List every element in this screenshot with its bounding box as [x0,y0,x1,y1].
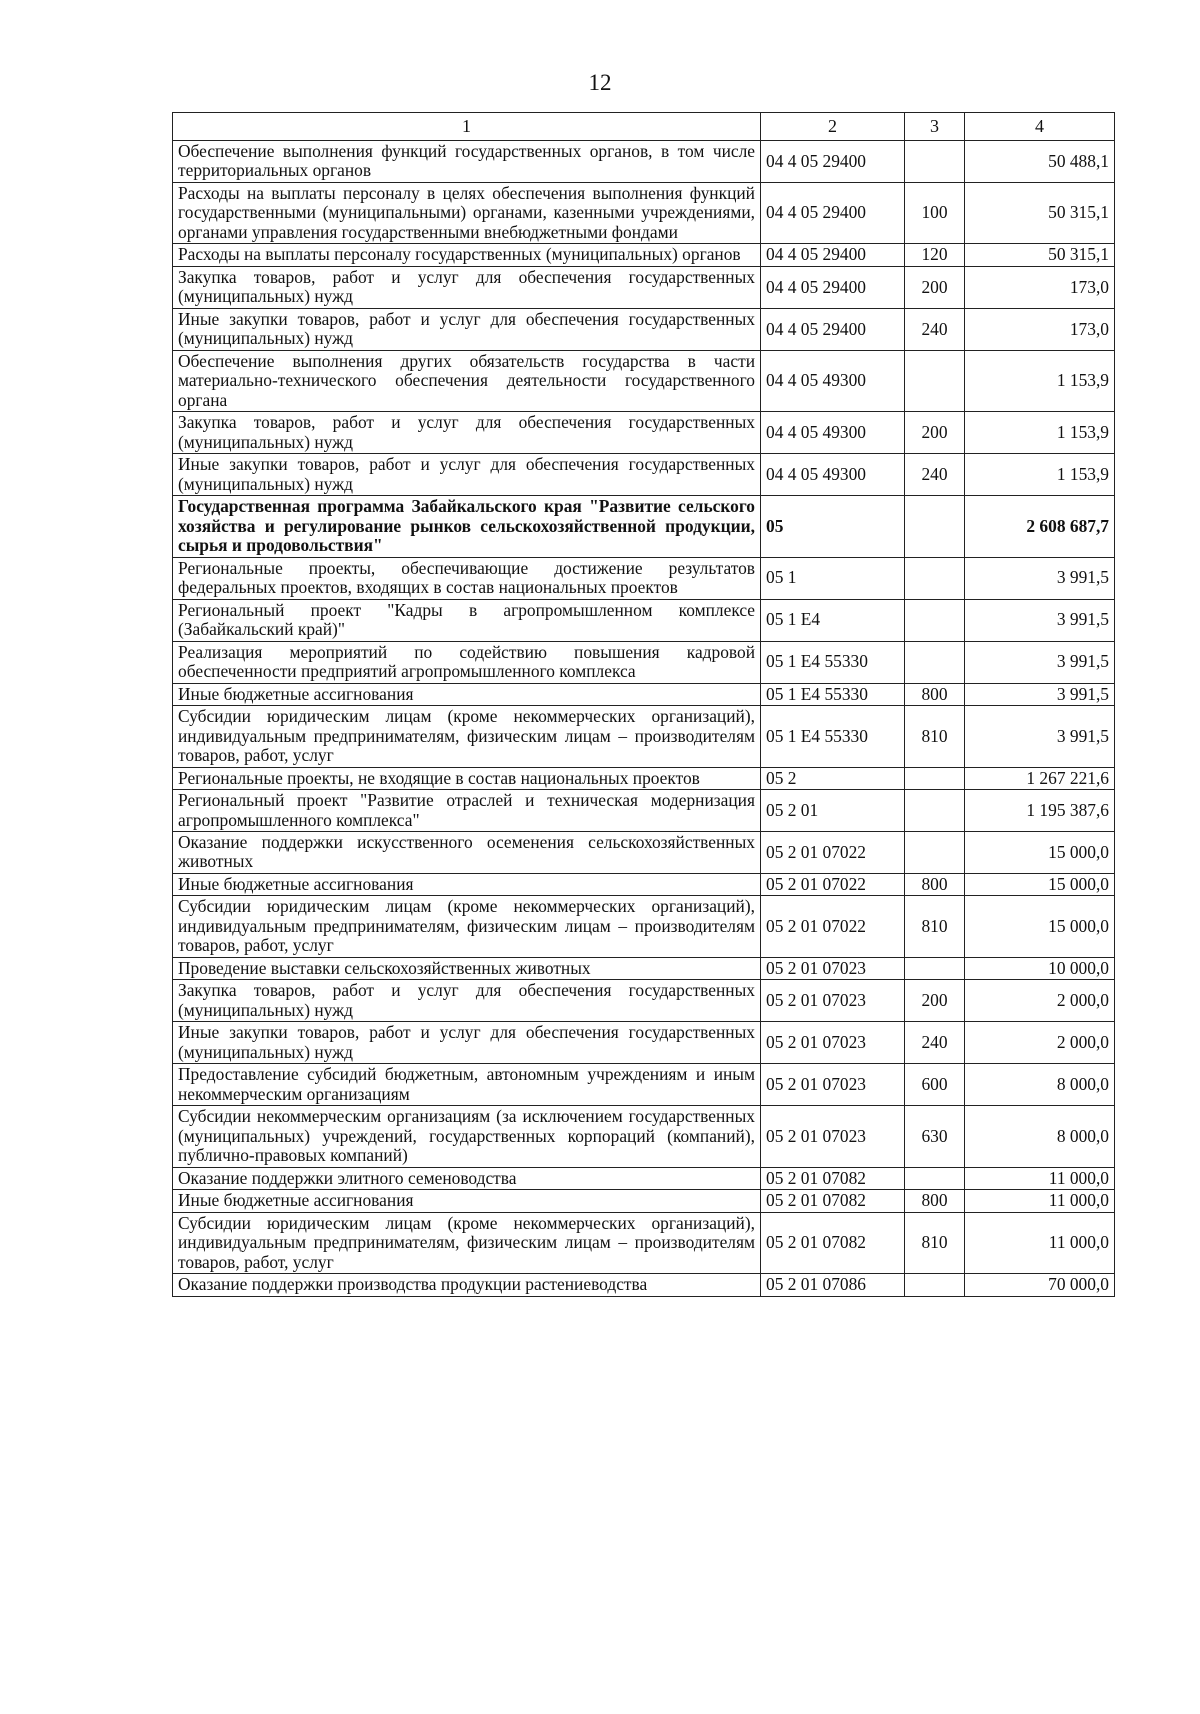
row-amount: 2 608 687,7 [965,496,1115,557]
row-description: Субсидии юридическим лицам (кроме некоммерческих организаций), индивидуальным предпринимателям, физическим лицам – производителям товаров, работ, услуг [173,896,761,957]
row-amount: 3 991,5 [965,683,1115,705]
row-code: 04 4 05 49300 [761,350,905,411]
row-amount: 1 153,9 [965,412,1115,454]
row-amount: 70 000,0 [965,1274,1115,1296]
row-expense-type [905,1274,965,1296]
row-code: 05 2 01 07023 [761,957,905,979]
row-description: Субсидии юридическим лицам (кроме некоммерческих организаций), индивидуальным предпринимателям, физическим лицам – производителям товаров, работ, услуг [173,1212,761,1273]
row-description: Региональный проект "Развитие отраслей и техническая модернизация агропромышленного комплекса" [173,790,761,832]
row-amount: 11 000,0 [965,1190,1115,1212]
table-row [173,706,1115,767]
table-row [173,1212,1115,1273]
table-row [173,683,1115,705]
table-row [173,1022,1115,1064]
row-amount: 3 991,5 [965,641,1115,683]
row-code: 04 4 05 29400 [761,141,905,183]
table-row [173,1064,1115,1106]
table-row [173,182,1115,243]
row-amount: 8 000,0 [965,1064,1115,1106]
table-row [173,599,1115,641]
row-description: Обеспечение выполнения других обязательств государства в части материально-технического обеспечения деятельности государственного органа [173,350,761,411]
row-expense-type [905,141,965,183]
row-code: 05 1 Е4 55330 [761,706,905,767]
table-row [173,980,1115,1022]
row-expense-type [905,496,965,557]
row-amount: 15 000,0 [965,873,1115,895]
row-amount: 50 488,1 [965,141,1115,183]
row-expense-type: 120 [905,244,965,266]
row-code: 05 1 [761,557,905,599]
row-expense-type [905,641,965,683]
row-description: Региональный проект "Кадры в агропромышленном комплексе (Забайкальский край)" [173,599,761,641]
row-amount: 1 153,9 [965,454,1115,496]
row-amount: 15 000,0 [965,896,1115,957]
table-row [173,141,1115,183]
row-description: Субсидии некоммерческим организациям (за исключением государственных (муниципальных) учреждений, государственных корпораций (компаний), публично-правовых компаний) [173,1106,761,1167]
row-amount: 1 195 387,6 [965,790,1115,832]
row-expense-type: 800 [905,1190,965,1212]
column-header: 4 [965,113,1115,141]
row-expense-type: 200 [905,266,965,308]
row-code: 05 2 01 07023 [761,1022,905,1064]
table-row [173,308,1115,350]
row-description: Оказание поддержки производства продукции растениеводства [173,1274,761,1296]
table-row [173,350,1115,411]
budget-table [172,112,1115,1297]
row-description: Иные бюджетные ассигнования [173,1190,761,1212]
row-code: 05 2 01 07023 [761,1064,905,1106]
row-amount: 2 000,0 [965,980,1115,1022]
table-row [173,1167,1115,1189]
row-amount: 1 153,9 [965,350,1115,411]
row-description: Предоставление субсидий бюджетным, автономным учреждениям и иным некоммерческим организациям [173,1064,761,1106]
row-code: 05 2 01 07022 [761,831,905,873]
table-row [173,790,1115,832]
row-code: 05 2 01 07082 [761,1167,905,1189]
row-description: Субсидии юридическим лицам (кроме некоммерческих организаций), индивидуальным предпринимателям, физическим лицам – производителям товаров, работ, услуг [173,706,761,767]
row-expense-type: 810 [905,896,965,957]
table-row [173,496,1115,557]
table-row [173,1190,1115,1212]
table-row [173,1274,1115,1296]
row-description: Региональные проекты, обеспечивающие достижение результатов федеральных проектов, входящих в состав национальных проектов [173,557,761,599]
row-expense-type: 240 [905,1022,965,1064]
row-code: 05 1 Е4 55330 [761,641,905,683]
row-description: Закупка товаров, работ и услуг для обеспечения государственных (муниципальных) нужд [173,266,761,308]
row-expense-type [905,957,965,979]
row-amount: 50 315,1 [965,182,1115,243]
row-amount: 10 000,0 [965,957,1115,979]
row-code: 05 [761,496,905,557]
row-description: Проведение выставки сельскохозяйственных животных [173,957,761,979]
row-expense-type: 810 [905,706,965,767]
column-header: 2 [761,113,905,141]
row-amount: 1 267 221,6 [965,767,1115,789]
table-row [173,244,1115,266]
table-row [173,767,1115,789]
row-code: 05 1 Е4 [761,599,905,641]
row-code: 04 4 05 49300 [761,412,905,454]
row-expense-type: 240 [905,454,965,496]
row-expense-type [905,350,965,411]
row-description: Расходы на выплаты персоналу государственных (муниципальных) органов [173,244,761,266]
row-code: 05 2 01 07023 [761,1106,905,1167]
row-amount: 173,0 [965,266,1115,308]
row-expense-type: 630 [905,1106,965,1167]
row-expense-type: 200 [905,412,965,454]
row-description: Иные закупки товаров, работ и услуг для обеспечения государственных (муниципальных) нужд [173,1022,761,1064]
row-description: Оказание поддержки искусственного осеменения сельскохозяйственных животных [173,831,761,873]
row-amount: 2 000,0 [965,1022,1115,1064]
table-row [173,831,1115,873]
row-description: Обеспечение выполнения функций государственных органов, в том числе территориальных органов [173,141,761,183]
table-row [173,454,1115,496]
row-code: 04 4 05 29400 [761,308,905,350]
row-code: 05 2 01 07023 [761,980,905,1022]
row-expense-type: 200 [905,980,965,1022]
row-amount: 50 315,1 [965,244,1115,266]
row-description: Закупка товаров, работ и услуг для обеспечения государственных (муниципальных) нужд [173,412,761,454]
row-expense-type: 100 [905,182,965,243]
table-row [173,957,1115,979]
table-row [173,641,1115,683]
row-expense-type [905,790,965,832]
row-description: Расходы на выплаты персоналу в целях обеспечения выполнения функций государственными (муниципальными) органами, казенными учреждениями, органами управления государственными внебюджетными фондами [173,182,761,243]
row-code: 04 4 05 29400 [761,182,905,243]
row-description: Закупка товаров, работ и услуг для обеспечения государственных (муниципальных) нужд [173,980,761,1022]
row-code: 04 4 05 29400 [761,266,905,308]
table-row [173,412,1115,454]
row-expense-type [905,599,965,641]
row-expense-type [905,1167,965,1189]
row-description: Иные бюджетные ассигнования [173,683,761,705]
row-description: Иные закупки товаров, работ и услуг для обеспечения государственных (муниципальных) нужд [173,454,761,496]
row-expense-type [905,767,965,789]
row-expense-type: 600 [905,1064,965,1106]
row-expense-type: 240 [905,308,965,350]
table-row [173,266,1115,308]
row-amount: 8 000,0 [965,1106,1115,1167]
row-amount: 3 991,5 [965,557,1115,599]
row-code: 04 4 05 49300 [761,454,905,496]
row-code: 05 2 01 07082 [761,1190,905,1212]
column-header: 3 [905,113,965,141]
row-expense-type: 800 [905,873,965,895]
table-row [173,1106,1115,1167]
row-code: 05 2 01 [761,790,905,832]
row-expense-type [905,831,965,873]
row-code: 04 4 05 29400 [761,244,905,266]
row-description: Оказание поддержки элитного семеноводства [173,1167,761,1189]
row-code: 05 1 Е4 55330 [761,683,905,705]
row-description: Государственная программа Забайкальского края "Развитие сельского хозяйства и регулирование рынков сельскохозяйственной продукции, сырья и продовольствия" [173,496,761,557]
row-amount: 11 000,0 [965,1167,1115,1189]
row-description: Иные закупки товаров, работ и услуг для обеспечения государственных (муниципальных) нужд [173,308,761,350]
table-row [173,896,1115,957]
row-code: 05 2 [761,767,905,789]
row-code: 05 2 01 07086 [761,1274,905,1296]
row-amount: 15 000,0 [965,831,1115,873]
row-amount: 11 000,0 [965,1212,1115,1273]
row-description: Региональные проекты, не входящие в состав национальных проектов [173,767,761,789]
column-header: 1 [173,113,761,141]
row-description: Реализация мероприятий по содействию повышения кадровой обеспеченности предприятий агропромышленного комплекса [173,641,761,683]
row-amount: 3 991,5 [965,706,1115,767]
row-expense-type: 800 [905,683,965,705]
row-code: 05 2 01 07082 [761,1212,905,1273]
row-expense-type: 810 [905,1212,965,1273]
table-header-row [173,113,1115,141]
row-description: Иные бюджетные ассигнования [173,873,761,895]
row-amount: 173,0 [965,308,1115,350]
row-expense-type [905,557,965,599]
table-row [173,873,1115,895]
row-code: 05 2 01 07022 [761,873,905,895]
row-amount: 3 991,5 [965,599,1115,641]
table-row [173,557,1115,599]
row-code: 05 2 01 07022 [761,896,905,957]
page-number: 12 [588,70,612,95]
